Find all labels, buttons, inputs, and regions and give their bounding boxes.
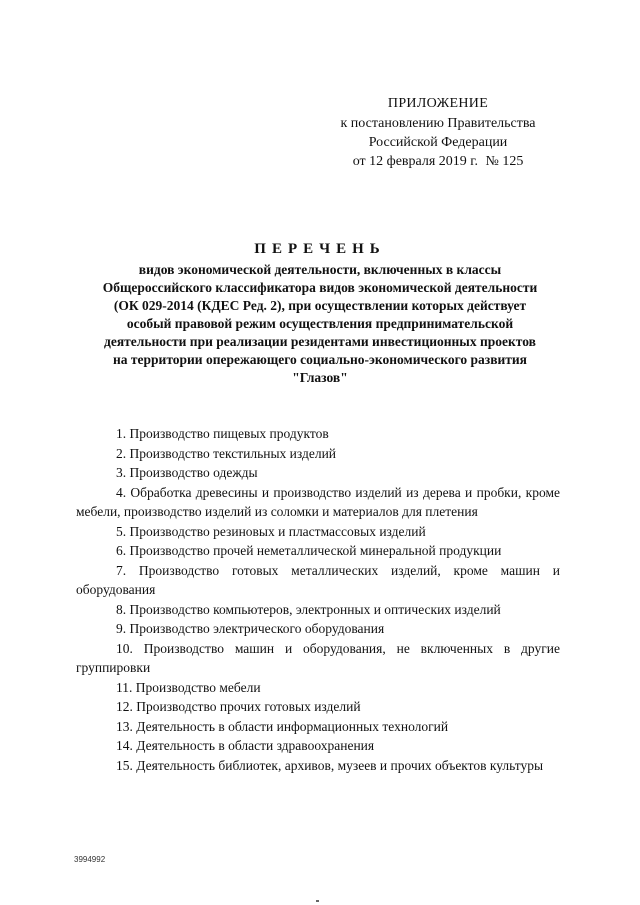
heading-line: видов экономической деятельности, включенных в классы (138, 262, 502, 277)
page-mark (316, 900, 319, 902)
appendix-line-2: Российской Федерации (368, 135, 508, 150)
appendix-number-label: № (485, 154, 499, 169)
list-item: 15. Деятельность библиотек, архивов, музеев и прочих объектов культуры (116, 757, 544, 773)
document-id: 3994992 (74, 855, 106, 864)
list-item: 12. Производство прочих готовых изделий (116, 699, 361, 714)
heading-line: "Глазов" (292, 370, 348, 385)
list-item: 11. Производство мебели (116, 679, 261, 695)
list-item: 7. Производство готовых металлических изделий, кроме машин и оборудования (76, 562, 560, 597)
list-item: 14. Деятельность в области здравоохранения (116, 738, 375, 753)
list-item: 1. Производство пищевых продуктов (116, 426, 329, 441)
appendix-title: ПРИЛОЖЕНИЕ (387, 96, 489, 111)
list-item: 2. Производство текстильных изделий (116, 445, 337, 461)
list-item: 5. Производство резиновых и пластмассовых изделий (116, 523, 426, 539)
appendix-header (318, 94, 558, 171)
activity-list (76, 424, 560, 775)
list-item: 10. Производство машин и оборудования, не включенных в другие группировки (76, 640, 560, 675)
list-item: 6. Производство прочей неметаллической минеральной продукции (116, 543, 502, 558)
document-title: ПЕРЕЧЕНЬ (254, 241, 386, 257)
list-item: 3. Производство одежды (116, 465, 258, 480)
list-item: 13. Деятельность в области информационных технологий (116, 718, 449, 734)
appendix-line-1: к постановлению Правительства (340, 116, 536, 131)
list-item: 9. Производство электрического оборудования (116, 621, 385, 636)
appendix-date-line (318, 152, 558, 171)
document-heading (60, 240, 580, 387)
list-item: 4. Обработка древесины и производство изделий из дерева и пробки, кроме мебели, производство изделий из соломки и материалов для плетения (76, 484, 560, 519)
appendix-number: 125 (502, 154, 524, 169)
heading-line: (ОК 029-2014 (КДЕС Ред. 2), при осуществлении которых действует (113, 298, 527, 313)
heading-line: на территории опережающего социально-экономического развития (113, 352, 527, 367)
list-item: 8. Производство компьютеров, электронных и оптических изделий (116, 601, 501, 617)
heading-line: Общероссийского классификатора видов экономической деятельности (102, 280, 538, 295)
appendix-date: от 12 февраля 2019 г. (352, 154, 478, 169)
heading-line: особый правовой режим осуществления предпринимательской (126, 316, 514, 331)
heading-line: деятельности при реализации резидентами инвестиционных проектов (104, 334, 536, 349)
